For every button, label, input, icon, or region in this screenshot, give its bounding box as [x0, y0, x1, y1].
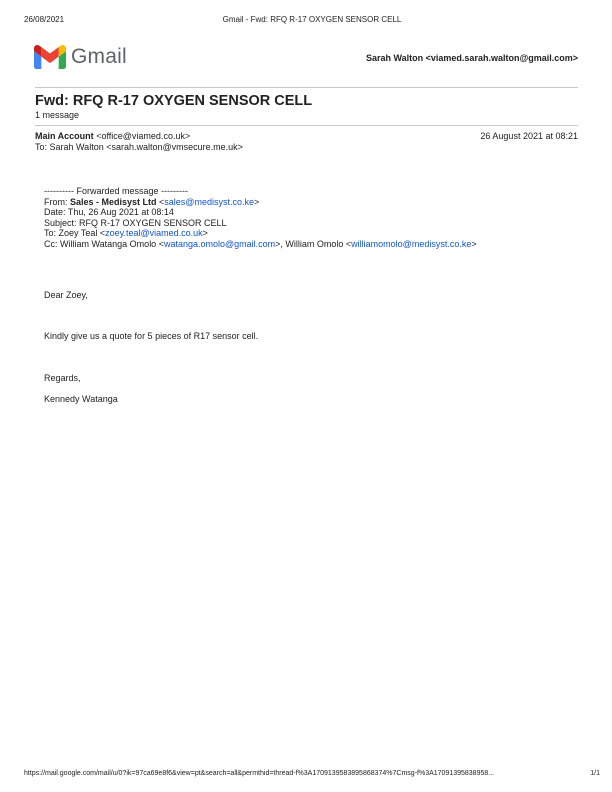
body-text: Kindly give us a quote for 5 pieces of R17 sensor cell. [44, 331, 259, 341]
body-closing: Regards, [44, 373, 81, 383]
forward-date: Date: Thu, 26 Aug 2021 at 08:14 [44, 207, 174, 218]
print-header [24, 15, 600, 27]
print-date: 26/08/2021 [24, 15, 65, 24]
forward-from-label: From: [44, 196, 70, 207]
thread-subject: Fwd: RFQ R-17 OXYGEN SENSOR CELL [35, 93, 313, 109]
forwarded-header [44, 186, 477, 250]
sender-name: Main Account [35, 131, 94, 141]
message-count: 1 message [35, 110, 80, 120]
message-sender [35, 131, 190, 141]
subject-divider [35, 125, 578, 126]
forward-cc-email-link-1[interactable]: watanga.omolo@gmail.com [163, 238, 276, 249]
gmail-wordmark: Gmail [71, 45, 127, 68]
forward-cc-email-link-2[interactable]: williamomolo@medisyst.co.ke [351, 238, 472, 249]
forward-from: From: Sales - Medisyst Ltd <sales@medisyst.co.ke> [44, 196, 260, 207]
message-date: 26 August 2021 at 08:21 [480, 131, 578, 141]
forward-subject: Subject: RFQ R-17 OXYGEN SENSOR CELL [44, 217, 227, 228]
account-identity: Sarah Walton <viamed.sarah.walton@gmail.com> [365, 53, 578, 63]
forward-to-email-link[interactable]: zoey.teal@viamed.co.uk [105, 228, 203, 239]
forward-cc: Cc: William Watanga Omolo <watanga.omolo@gmail.com>, William Omolo <williamomolo@medisyst.co.ke> [44, 238, 477, 249]
print-title: Gmail - Fwd: RFQ R-17 OXYGEN SENSOR CELL [222, 15, 402, 24]
sender-email: <office@viamed.co.uk> [96, 131, 191, 141]
print-url: https://mail.google.com/mail/u/0?ik=97ca69e8f6&view=pt&search=all&permthid=thread-f%3A1709139583895868374%7Cmsg-f%3A17091395838958... [24, 770, 495, 777]
forward-from-email-link[interactable]: sales@medisyst.co.ke [164, 196, 254, 207]
body-signature: Kennedy Watanga [44, 394, 118, 404]
gmail-m-icon [34, 44, 66, 69]
forward-to-label: To: Zoey Teal < [44, 228, 106, 239]
gmail-logo [34, 44, 130, 70]
body-greeting: Dear Zoey, [44, 290, 88, 300]
forward-from-name: Sales - Medisyst Ltd [70, 196, 157, 207]
message-recipient: To: Sarah Walton <sarah.walton@vmsecure.me.uk> [35, 142, 243, 152]
header-divider [35, 87, 578, 88]
forward-separator: ---------- Forwarded message --------- [44, 186, 188, 196]
forward-to: To: Zoey Teal <zoey.teal@viamed.co.uk> [44, 228, 208, 239]
forward-cc-mid: >, William Omolo < [275, 238, 352, 249]
page-number: 1/1 [590, 770, 600, 777]
forward-cc-label: Cc: William Watanga Omolo < [44, 238, 164, 249]
